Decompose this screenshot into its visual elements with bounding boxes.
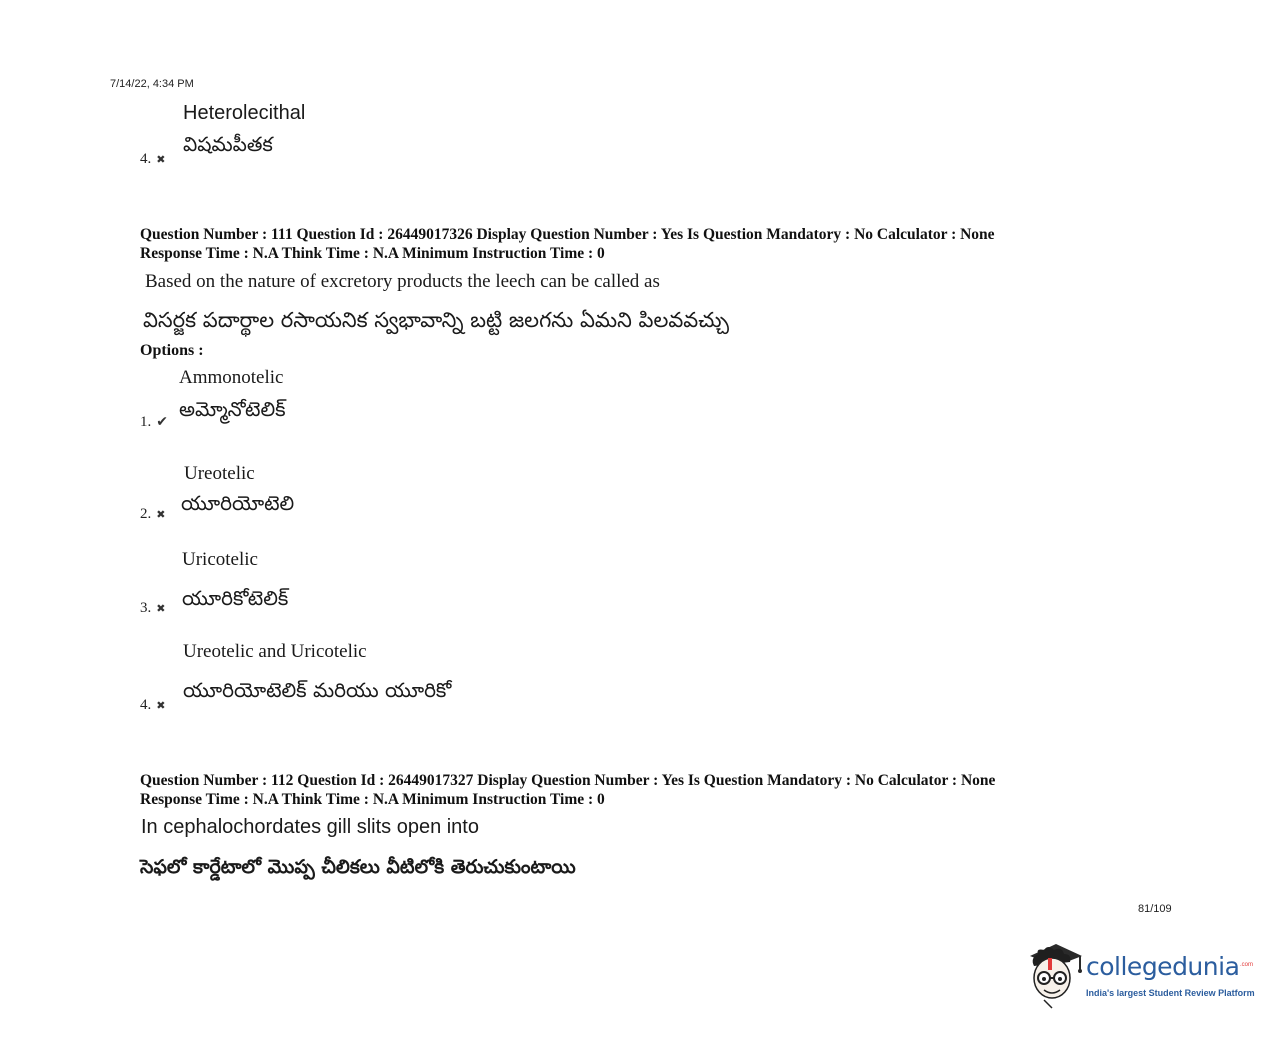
option-number: 4. (140, 697, 152, 713)
q111-meta-line-2: Response Time : N.A Think Time : N.A Minimum Instruction Time : 0 (140, 245, 605, 262)
q111-option-2-number (140, 506, 165, 523)
prev-option-4-telugu: విషమపీతక (183, 132, 273, 156)
q111-text-telugu: విసర్జక పదార్థాల రసాయనిక స్వభావాన్ని బట్టి జలగను ఏమని పిలవవచ్చు (143, 308, 730, 332)
q111-option-4-number (140, 697, 165, 714)
q111-option-2-telugu: యూరియోటెలి (181, 491, 295, 515)
q111-option-1-english: Ammonotelic (179, 367, 284, 388)
logo-wordmark: collegedunia (1086, 952, 1240, 981)
collegedunia-logo (1022, 940, 1262, 1010)
cross-icon: ✖ (156, 153, 166, 166)
q112-text-english: In cephalochordates gill slits open into (141, 816, 479, 838)
option-number: 1. (140, 414, 152, 430)
check-icon: ✔ (156, 414, 168, 430)
cross-icon: ✖ (156, 508, 166, 521)
options-label: Options : (140, 342, 204, 359)
q111-option-3-number (140, 600, 165, 617)
prev-option-4-english: Heterolecithal (183, 102, 306, 124)
q111-option-1-number (140, 414, 168, 431)
logo-tagline: India's largest Student Review Platform (1086, 988, 1255, 998)
option-number: 3. (140, 600, 152, 616)
cross-icon: ✖ (156, 602, 166, 615)
cross-icon: ✖ (156, 699, 166, 712)
q111-option-4-telugu: యూరియోటెలిక్ మరియు యూరికో (183, 678, 452, 702)
q111-option-1-telugu: అమ్మోనోటెలిక్ (179, 397, 286, 421)
page-number: 81/109 (1138, 903, 1172, 915)
q111-option-4-english: Ureotelic and Uricotelic (183, 641, 367, 662)
q111-option-2-english: Ureotelic (184, 463, 255, 484)
q112-meta-line-2: Response Time : N.A Think Time : N.A Minimum Instruction Time : 0 (140, 791, 605, 808)
q111-text-english: Based on the nature of excretory products the leech can be called as (145, 271, 660, 292)
print-timestamp: 7/14/22, 4:34 PM (110, 78, 194, 90)
logo-domain-suffix: .com (1240, 962, 1254, 968)
option-number: 2. (140, 506, 152, 522)
prev-option-4-number (140, 151, 165, 168)
q111-meta-line-1: Question Number : 111 Question Id : 26449017326 Display Question Number : Yes Is Question Mandatory : No Calculator : None (140, 226, 995, 243)
q111-option-3-telugu: యూరికోటెలిక్ (182, 586, 289, 610)
student-mascot-icon (1022, 940, 1086, 1010)
option-number: 4. (140, 151, 152, 167)
q112-text-telugu: సెఫలో కార్డేటాలో మొప్ప చీలికలు వీటిలోకి తెరుచుకుంటాయి (140, 856, 576, 878)
q111-option-3-english: Uricotelic (182, 549, 258, 570)
q112-meta-line-1: Question Number : 112 Question Id : 26449017327 Display Question Number : Yes Is Question Mandatory : No Calculator : None (140, 772, 996, 789)
